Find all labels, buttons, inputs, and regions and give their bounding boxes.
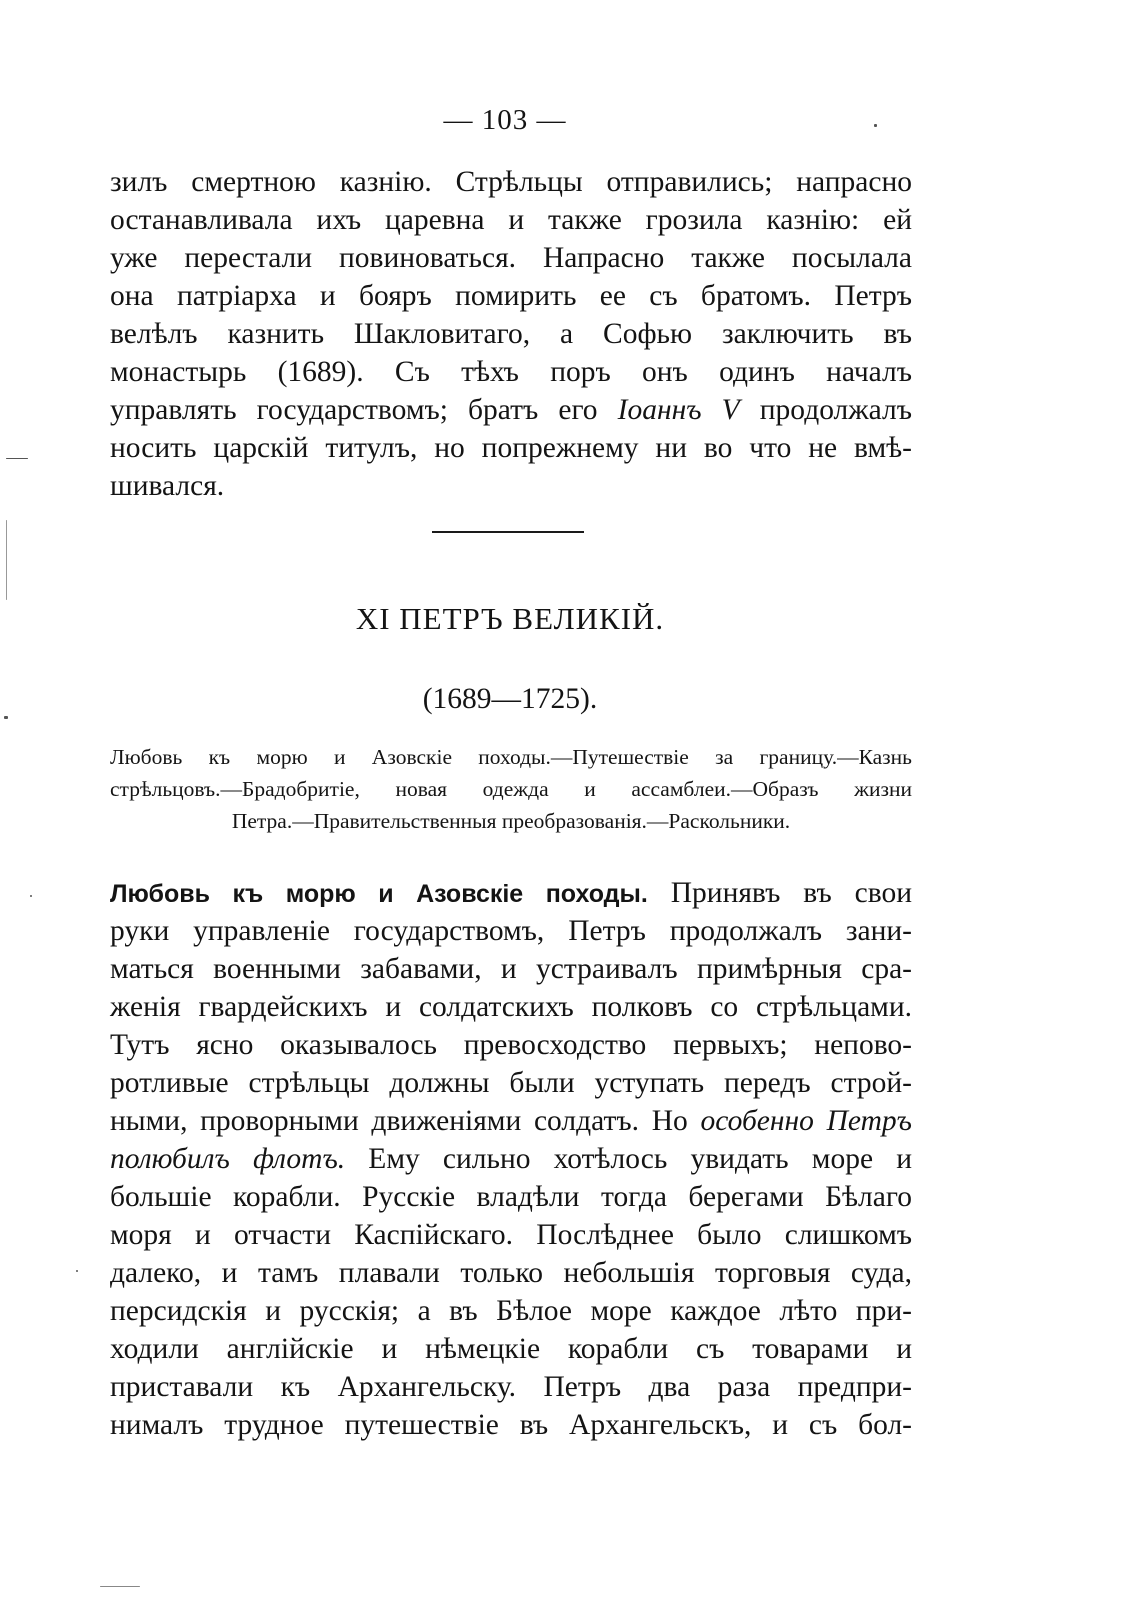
text-line: персидскія и русскія; а въ Бѣлое море каждое лѣто при- <box>110 1295 912 1327</box>
text-run: Принявъ въ свои <box>647 877 912 909</box>
scan-mark <box>100 1586 140 1587</box>
scan-speck <box>874 124 877 127</box>
chapter-years: (1689—1725). <box>422 683 598 715</box>
text-line: зилъ смертною казнію. Стрѣльцы отправились; напрасно <box>110 166 912 198</box>
text-line <box>110 1102 912 1140</box>
scan-mark <box>6 458 28 459</box>
text-run: продолжалъ <box>739 394 912 426</box>
text-line: ротливые стрѣльцы должны были уступать передъ строй- <box>110 1067 912 1099</box>
chapter-title: XI ПЕТРЪ ВЕЛИКІЙ. <box>355 601 665 636</box>
scan-speck <box>30 895 32 897</box>
italic-phrase: особенно Петръ <box>700 1105 912 1137</box>
text-line <box>110 874 912 913</box>
page-number: — 103 — <box>443 104 567 136</box>
chapter-summary-line: стрѣльцовъ.—Брадобритіе, новая одежда и ассамблеи.—Образъ жизни <box>110 777 912 801</box>
text-line: Тутъ ясно оказывалось превосходство первыхъ; непово- <box>110 1029 912 1061</box>
text-line: маться военными забавами, и устраивалъ примѣрныя сра- <box>110 953 912 985</box>
text-run: Ему сильно хотѣлось увидать море и <box>345 1143 912 1175</box>
text-line: монастырь (1689). Съ тѣхъ поръ онъ одинъ началъ <box>110 356 912 388</box>
text-line: уже перестали повиноваться. Напрасно также посылала <box>110 242 912 274</box>
text-line: носить царскій титулъ, но попрежнему ни во что не вмѣ- <box>110 432 912 464</box>
chapter-summary-line: Петра.—Правительственныя преобразованія.—Раскольники. <box>231 809 791 833</box>
text-line: руки управленіе государствомъ, Петръ продолжалъ зани- <box>110 915 912 947</box>
scan-speck <box>4 716 8 719</box>
section-divider <box>432 531 584 533</box>
emphasized-name: Іоаннъ V <box>617 394 740 426</box>
text-line: моря и отчасти Каспійскаго. Послѣднее было слишкомъ <box>110 1219 912 1251</box>
scan-speck <box>76 1270 78 1272</box>
text-run: управлять государствомъ; братъ его <box>110 394 618 426</box>
text-line: приставали къ Архангельску. Петръ два раза предпри- <box>110 1371 912 1403</box>
section-heading: Любовь къ морю и Азовскіе походы. <box>110 880 648 908</box>
text-line <box>110 391 912 429</box>
italic-phrase: полюбилъ флотъ. <box>110 1143 346 1175</box>
text-line: она патріарха и бояръ помирить ее съ братомъ. Петръ <box>110 280 912 312</box>
text-run: ными, проворными движеніями солдатъ. Но <box>110 1105 701 1137</box>
scan-mark <box>6 520 7 600</box>
text-line: женія гвардейскихъ и солдатскихъ полковъ со стрѣльцами. <box>110 991 912 1023</box>
text-line: ходили англійскіе и нѣмецкіе корабли съ товарами и <box>110 1333 912 1365</box>
text-line: большіе корабли. Русскіе владѣли тогда берегами Бѣлаго <box>110 1181 912 1213</box>
text-line <box>110 1140 912 1178</box>
text-line: останавливала ихъ царевна и также грозила казнію: ей <box>110 204 912 236</box>
text-line: шивался. <box>110 470 225 502</box>
text-line: далеко, и тамъ плавали только небольшія торговыя суда, <box>110 1257 912 1289</box>
text-line: велѣлъ казнить Шакловитаго, а Софью заключить въ <box>110 318 912 350</box>
text-line: нималъ трудное путешествіе въ Архангельскъ, и съ бол- <box>110 1409 912 1441</box>
chapter-summary-line: Любовь къ морю и Азовскіе походы.—Путешествіе за границу.—Казнь <box>110 745 912 769</box>
